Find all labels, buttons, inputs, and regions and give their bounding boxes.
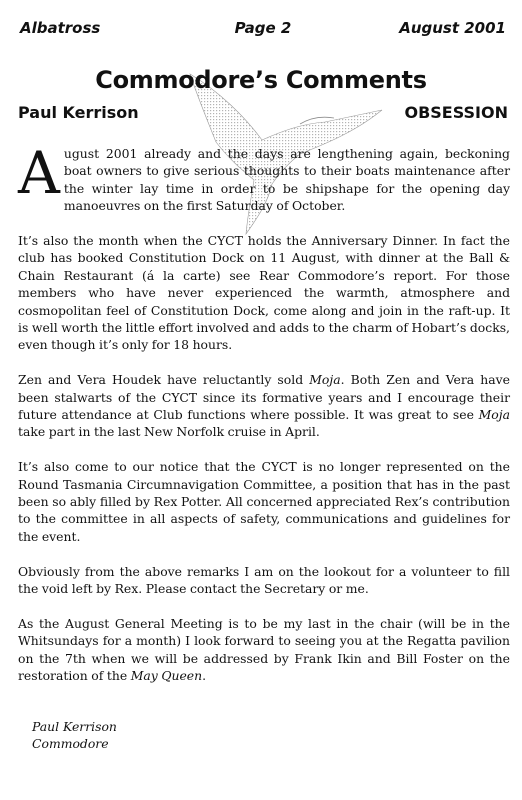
signature-role: Commodore bbox=[32, 736, 109, 751]
paragraph-3 bbox=[18, 371, 510, 441]
paragraph-5: Obviously from the above remarks I am on the lookout for a volunteer to fill the void left by Rex. Please contact the Secretary or me. bbox=[18, 563, 510, 597]
boat-name-moja: Moja bbox=[309, 372, 341, 388]
article-title: Commodore’s Comments bbox=[95, 66, 427, 94]
byline bbox=[18, 103, 508, 125]
paragraph-6-text-a: As the August General Meeting is to be my last in the chair (will be in the Whitsundays for a month) I look forward to seeing you at the Regatta pavilion on the 7th when we will be addressed by Frank Ikin and Bill Foster on the restoration of the bbox=[18, 615, 510, 684]
page-header bbox=[20, 19, 506, 41]
ship-name-may-queen: May Queen bbox=[130, 668, 203, 684]
paragraph-2: It’s also the month when the CYCT holds the Anniversary Dinner. In fact the club has booked Constitution Dock on 11 August, with dinner at the Ball & Chain Restaurant (á la carte) see Rear Commodore’s report. For those members who have never experienced the warmth, atmosphere and cosmopolitan feel of Constitution Dock, come along and join in the raft-up. It is well worth the little effort involved and adds to the charm of Hobart’s docks, even though it’s only for 18 hours. bbox=[18, 233, 510, 353]
page-number: Page 2 bbox=[234, 19, 292, 37]
paragraph-4: It’s also come to our notice that the CYCT is no longer represented on the Round Tasmania Circumnavigation Committee, a position that has in the past been so ably filled by Rex Potter. All concerned appreciated Rex’s contribution to the committee in all aspects of safety, communications and guidelines for the event. bbox=[18, 459, 510, 544]
boat-name-moja: Moja bbox=[478, 407, 510, 423]
paragraph-1 bbox=[18, 139, 510, 215]
issue-date: August 2001 bbox=[399, 19, 506, 37]
article-body bbox=[18, 139, 510, 702]
paragraph-1-text: ugust 2001 already and the days are lengthening again, beckoning boat owners to give serious thoughts to their boats maintenance after the winter lay time in order to be shipshape for the opening day manoeuvres on the first Saturday of October. bbox=[63, 146, 510, 214]
paragraph-3-text-c: take part in the last New Norfolk cruise in April. bbox=[18, 424, 320, 440]
paragraph-3-text-a: Zen and Vera Houdek have reluctantly sold bbox=[18, 372, 310, 388]
author-name: Paul Kerrison bbox=[18, 103, 139, 122]
signature-name: Paul Kerrison bbox=[32, 719, 117, 734]
newsletter-name: Albatross bbox=[20, 19, 101, 37]
paragraph-3-text-b: . Both Zen and Vera have been stalwarts of the CYCT since its formative years and I encourage their future attendance at Club functions where possible. It was great to see bbox=[18, 372, 510, 423]
signature-block bbox=[32, 718, 117, 752]
boat-name: OBSESSION bbox=[404, 103, 508, 122]
drop-cap: A bbox=[18, 139, 60, 207]
paragraph-6 bbox=[18, 615, 510, 685]
paragraph-6-text-b: . bbox=[202, 668, 207, 684]
